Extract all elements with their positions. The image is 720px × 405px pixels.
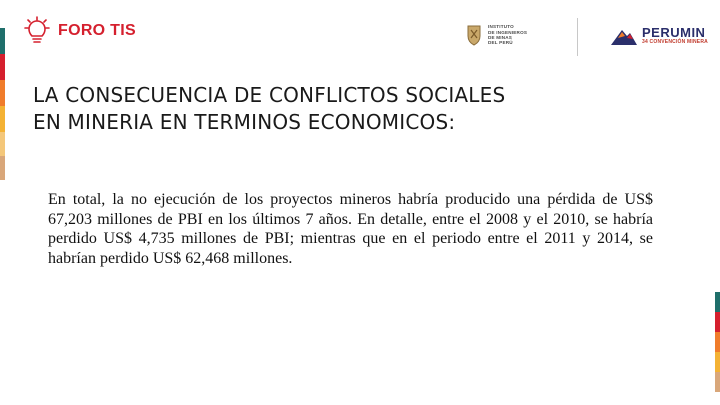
stripe-teal xyxy=(0,28,5,54)
stripe-orange xyxy=(715,332,720,352)
body-paragraph: En total, la no ejecución de los proyectos mineros habría producido una pérdida de US$ 67,203 millones de PBI en los últimos 7 años. En detalle, entre el 2008 y el 2010, se habría perdido US$ 4,735 millones de PBI; mientras que en el periodo entre el 2011 y 2014, se habrían perdido US$ 62,468 millones. xyxy=(48,191,653,267)
slide-title-line: EN MINERIA EN TERMINOS ECONOMICOS: xyxy=(33,110,456,134)
foro-tis-wordmark: FORO TIS xyxy=(58,22,136,39)
foro-tis-logo xyxy=(24,16,136,46)
stripe-yellow xyxy=(715,352,720,372)
stripe-red xyxy=(715,312,720,332)
stripe-teal xyxy=(715,292,720,312)
institute-line: DE INGENIEROS xyxy=(488,29,528,35)
header-divider xyxy=(577,18,578,56)
stripe-yellow xyxy=(0,106,5,132)
stripe-red xyxy=(0,54,5,80)
institute-name xyxy=(488,24,527,46)
perumin-wordmark xyxy=(642,26,708,46)
slide-title-line: LA CONSECUENCIA DE CONFLICTOS SOCIALES xyxy=(33,83,506,107)
institute-line: DEL PERÚ xyxy=(488,40,513,46)
stripe-orange xyxy=(0,80,5,106)
mountain-icon xyxy=(610,26,638,46)
lightbulb-icon xyxy=(24,16,50,46)
shield-crest-icon xyxy=(466,24,482,46)
slide-title xyxy=(33,82,505,136)
stripe-tan xyxy=(0,132,5,156)
stripe-beige xyxy=(0,156,5,180)
perumin-logo xyxy=(610,26,708,46)
institute-line: INSTITUTO xyxy=(488,24,514,30)
institute-line: DE MINAS xyxy=(488,35,513,40)
perumin-subtitle: 34 CONVENCIÓN MINERA xyxy=(642,39,708,45)
stripe-beige xyxy=(715,372,720,392)
institute-logo xyxy=(466,24,527,46)
perumin-name: PERUMIN xyxy=(642,25,706,40)
